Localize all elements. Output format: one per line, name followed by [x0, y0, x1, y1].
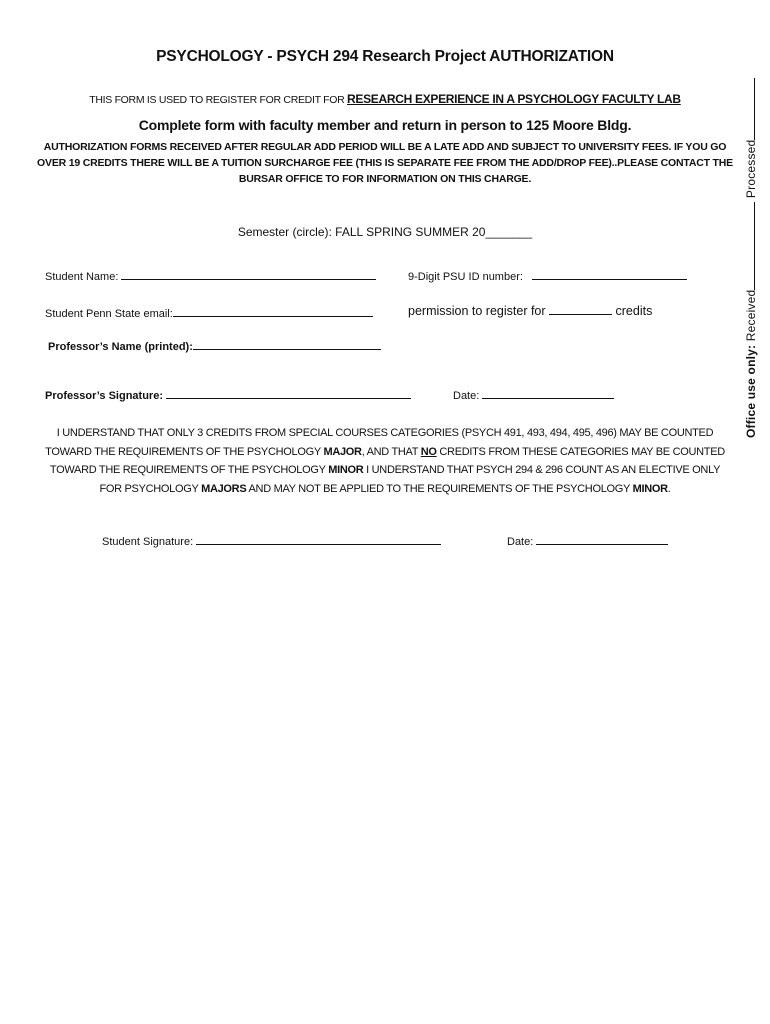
policy-text-3: CREDITS FROM THESE CATEGORIES MAY BE COUNTED TOWARD THE REQUIREMENTS OF THE PSYCHOLOGY — [49, 445, 725, 476]
professor-signature-label: Professor’s Signature: — [45, 390, 167, 402]
office-use-label: Office use only: — [744, 344, 758, 438]
psu-id-blank[interactable] — [532, 267, 687, 280]
policy-text-5: AND MAY NOT BE APPLIED TO THE REQUIREMENTS OF THE PSYCHOLOGY — [246, 482, 633, 495]
processed-label: Processed — [744, 139, 758, 202]
professor-date-field[interactable] — [453, 386, 614, 402]
email-blank[interactable] — [173, 304, 373, 317]
student-date-field[interactable] — [507, 532, 668, 548]
register-purpose-line — [0, 92, 770, 106]
return-instructions: Complete form with faculty member and return in person to 125 Moore Bldg. — [138, 117, 632, 133]
policy-text-1: I UNDERSTAND THAT ONLY 3 CREDITS FROM SPECIAL COURSES CATEGORIES (PSYCH 491, 493, 494, 495, 496) MAY BE COUNTED TOWARD THE REQUIREMENTS OF THE PSYCHOLOGY — [45, 427, 714, 458]
credits-label-suffix: credits — [612, 304, 653, 318]
credits-blank[interactable] — [549, 302, 612, 315]
professor-name-label: Professor’s Name (printed): — [48, 341, 193, 353]
credits-field[interactable] — [408, 302, 652, 318]
policy-majors: MAJORS — [201, 482, 247, 495]
office-use-sidebar — [742, 78, 758, 438]
psu-id-label: 9-Digit PSU ID number: — [408, 271, 526, 283]
psu-id-field[interactable] — [408, 267, 687, 283]
policy-text-4: I UNDERSTAND THAT PSYCH 294 & 296 COUNT AS AN ELECTIVE ONLY FOR PSYCHOLOGY — [99, 464, 721, 495]
policy-minor: MINOR — [328, 464, 364, 476]
professor-signature-field[interactable] — [45, 386, 411, 402]
received-blank[interactable] — [742, 202, 755, 290]
student-name-field[interactable] — [45, 267, 376, 283]
professor-date-label: Date: — [453, 390, 483, 402]
received-label: Received — [744, 289, 758, 345]
policy-no: NO — [420, 445, 437, 458]
professor-signature-blank[interactable] — [166, 386, 411, 399]
credits-label-prefix: permission to register for — [408, 304, 550, 318]
professor-name-blank[interactable] — [193, 337, 381, 350]
processed-blank[interactable] — [742, 78, 755, 140]
form-title: PSYCHOLOGY - PSYCH 294 Research Project AUTHORIZATION — [156, 48, 614, 65]
professor-date-blank[interactable] — [482, 386, 614, 399]
student-name-blank[interactable] — [121, 267, 376, 280]
email-field[interactable] — [45, 304, 373, 320]
credit-policy-statement — [40, 424, 730, 498]
student-signature-blank[interactable] — [196, 532, 441, 545]
policy-text-6: . — [667, 482, 671, 495]
student-date-blank[interactable] — [536, 532, 668, 545]
semester-field[interactable]: Semester (circle): FALL SPRING SUMMER 20_______ — [237, 225, 533, 239]
register-purpose-prefix: THIS FORM IS USED TO REGISTER FOR CREDIT FOR — [89, 94, 345, 106]
policy-major: MAJOR — [323, 445, 362, 458]
student-name-label: Student Name: — [45, 271, 122, 283]
student-signature-field[interactable] — [102, 532, 441, 548]
late-add-notice: AUTHORIZATION FORMS RECEIVED AFTER REGULAR ADD PERIOD WILL BE A LATE ADD AND SUBJECT TO UNIVERSITY FEES. IF YOU GO OVER 19 CREDITS THERE WILL BE A TUITION SURCHARGE FEE (THIS IS SEPARATE FEE FROM THE ADD/DROP FEE)..PLEASE CONTACT THE BURSAR OFFICE TO FOR INFORMATION ON THIS CHARGE. — [37, 141, 733, 185]
research-lab-label: RESEARCH EXPERIENCE IN A PSYCHOLOGY FACULTY LAB — [347, 92, 681, 106]
professor-name-field[interactable] — [48, 337, 381, 353]
policy-text-2: , AND THAT — [361, 445, 421, 458]
email-label: Student Penn State email: — [45, 308, 173, 320]
student-signature-label: Student Signature: — [102, 536, 197, 548]
policy-minor-2: MINOR — [632, 482, 668, 495]
student-date-label: Date: — [507, 536, 537, 548]
